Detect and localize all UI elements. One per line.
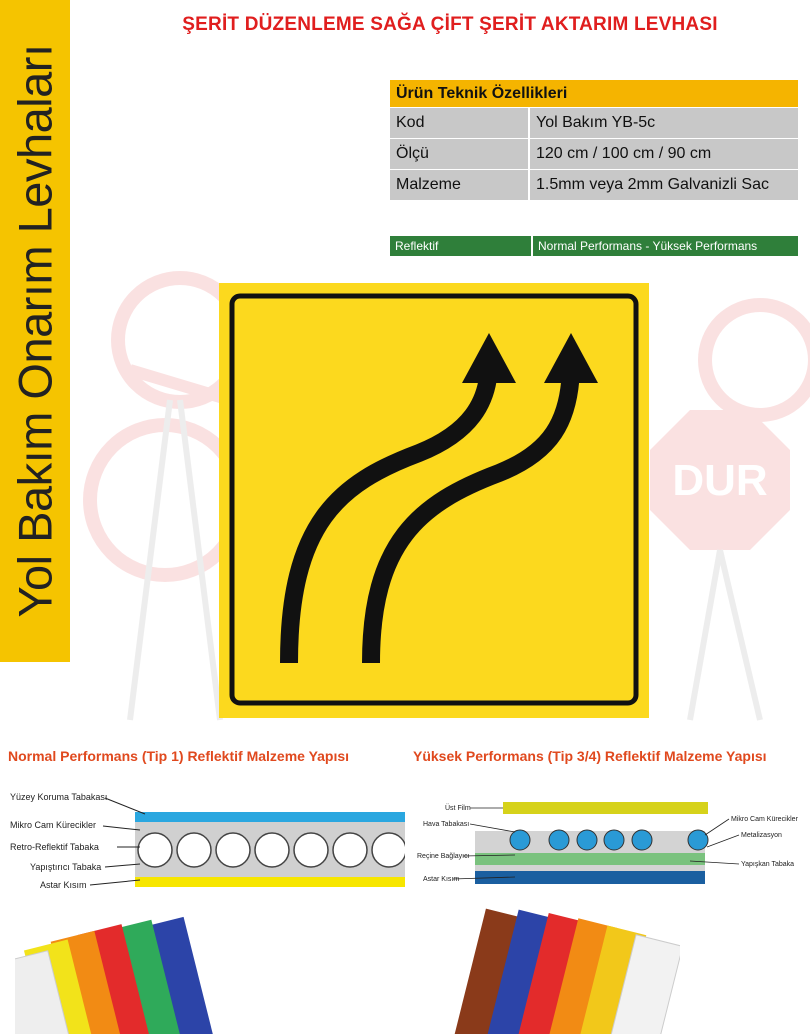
high-label-left: Hava Tabakası (423, 821, 470, 828)
spec-table-heading: Ürün Teknik Özellikleri (390, 80, 798, 107)
page-title: ŞERİT DÜZENLEME SAĞA ÇİFT ŞERİT AKTARIM LEVHASI (182, 14, 718, 35)
spec-value: 1.5mm veya 2mm Galvanizli Sac (530, 170, 798, 200)
sidebar-title-text: Yol Bakım Onarım Levhaları (8, 44, 62, 618)
layer-label: Astar Kısım (40, 880, 87, 890)
high-sample-sheets-image (440, 905, 680, 1034)
layer-label: Yüzey Koruma Tabakası (10, 792, 108, 802)
high-label-right: Yapışkan Tabaka (741, 861, 795, 868)
spec-row-kod (390, 108, 798, 138)
high-label-left: Astar Kısım (423, 876, 460, 883)
layer-label: Retro-Reflektif Tabaka (10, 842, 99, 852)
spec-table (390, 80, 798, 200)
stop-sign-text: DUR (672, 456, 768, 505)
spec-key: Kod (390, 108, 530, 138)
spec-key: Malzeme (390, 170, 530, 200)
high-label-left: Reçine Bağlayıcı (417, 853, 470, 860)
spec-key: Ölçü (390, 139, 530, 169)
high-label-left: Üst Film (445, 805, 471, 812)
spec-row-malzeme (390, 170, 798, 200)
layer-label: Mikro Cam Kürecikler (10, 820, 97, 830)
high-layer-diagram (415, 795, 810, 895)
reflective-value: Normal Performans - Yüksek Performans (533, 236, 798, 256)
reflective-key: Reflektif (390, 236, 533, 256)
normal-layer-diagram (5, 792, 405, 892)
normal-sample-sheets-image (15, 912, 255, 1034)
spec-row-olcu (390, 139, 798, 169)
spec-value: 120 cm / 100 cm / 90 cm (530, 139, 798, 169)
sidebar-title (0, 0, 70, 662)
high-label-right: Mikro Cam Kürecikler (731, 816, 798, 823)
normal-section-title: Normal Performans (Tip 1) Reflektif Malzeme Yapısı (8, 748, 350, 764)
lane-shift-sign-image (219, 283, 649, 718)
high-section-title: Yüksek Performans (Tip 3/4) Reflektif Malzeme Yapısı (413, 748, 767, 764)
spec-value: Yol Bakım YB-5c (530, 108, 798, 138)
high-label-right: Metalizasyon (741, 832, 782, 839)
layer-label: Yapıştırıcı Tabaka (30, 862, 102, 872)
